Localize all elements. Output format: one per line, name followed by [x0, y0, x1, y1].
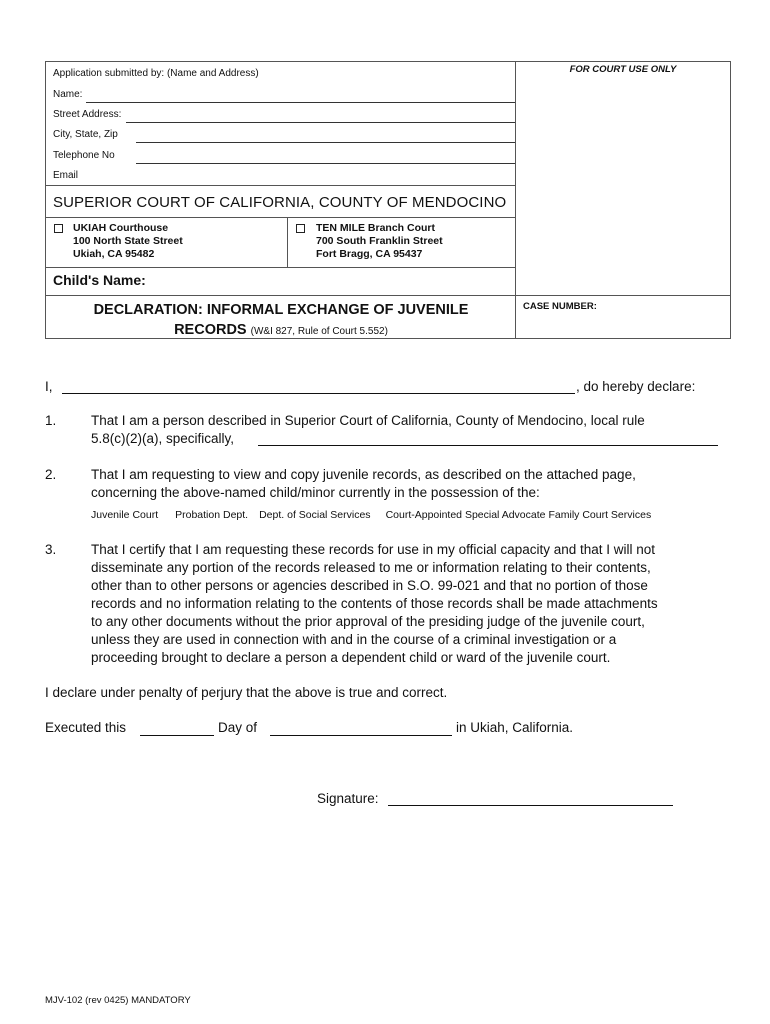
item3-line: proceeding brought to declare a person a dependent child or ward of the juvenile court. — [91, 650, 611, 665]
item3-line: That I certify that I am requesting these records for use in my official capacity and that I will not — [91, 542, 656, 557]
court-use-label: FOR COURT USE ONLY — [569, 64, 677, 75]
divider — [46, 267, 516, 268]
item1-number: 1. — [45, 413, 57, 428]
executed-suffix: in Ukiah, California. — [456, 720, 574, 735]
executed-prefix: Executed this — [45, 720, 127, 735]
agency-juvenile-court[interactable]: Juvenile Court — [91, 509, 159, 521]
item3-text — [91, 541, 751, 667]
ten-mile-court-city: Fort Bragg, CA 95437 — [316, 248, 423, 260]
email-label: Email — [53, 170, 79, 181]
item3-line: unless they are used in connection with and in the course of a criminal investigation or a — [91, 632, 617, 647]
item2-number: 2. — [45, 467, 57, 482]
item3-line: to any other documents without the prior approval of the presiding judge of the juvenile court, — [91, 614, 645, 629]
header-box — [45, 61, 731, 339]
executed-month-input-line[interactable] — [270, 735, 452, 736]
agency-list — [91, 509, 651, 521]
ukiah-courthouse — [73, 222, 183, 261]
item3-number: 3. — [45, 542, 57, 557]
agency-probation[interactable]: Probation Dept. — [175, 509, 249, 521]
divider — [46, 217, 516, 218]
declaration-title-line2 — [46, 320, 516, 342]
case-number-divider — [515, 295, 731, 296]
agency-family-court[interactable]: Family Court Services — [548, 509, 652, 521]
declaration-title-records: RECORDS — [174, 322, 247, 338]
declaration-title-reference: (W&I 827, Rule of Court 5.552) — [250, 326, 388, 337]
item2-line1: That I am requesting to view and copy juvenile records, as described on the attached page, — [91, 467, 636, 482]
declarant-name-input-line[interactable] — [62, 393, 575, 394]
penalty-statement: I declare under penalty of perjury that the above is true and correct. — [45, 685, 448, 700]
telephone-label: Telephone No — [53, 150, 115, 161]
applicant-label: Application submitted by: (Name and Address) — [53, 68, 259, 79]
intro-suffix: , do hereby declare: — [576, 379, 696, 394]
ten-mile-court-street: 700 South Franklin Street — [316, 235, 443, 247]
ten-mile-court-name: TEN MILE Branch Court — [316, 222, 436, 234]
item2-line2: concerning the above-named child/minor currently in the possession of the: — [91, 485, 540, 500]
ten-mile-checkbox[interactable] — [296, 224, 305, 233]
street-address-label: Street Address: — [53, 109, 122, 120]
item1-line2: 5.8(c)(2)(a), specifically, — [91, 431, 235, 446]
item1-line1: That I am a person described in Superior Court of California, County of Mendocino, local rule — [91, 413, 645, 428]
declaration-title — [46, 300, 516, 342]
ukiah-checkbox[interactable] — [54, 224, 63, 233]
street-address-input-line[interactable] — [126, 122, 515, 123]
applicant-column — [46, 62, 516, 338]
ukiah-courthouse-name: UKIAH Courthouse — [73, 222, 169, 234]
executed-mid: Day of — [218, 720, 258, 735]
name-input-line[interactable] — [86, 102, 515, 103]
item3-line: other than to other persons or agencies described in S.O. 99-021 and that no portion of those — [91, 578, 648, 593]
telephone-input-line[interactable] — [136, 163, 515, 164]
agency-social-services[interactable]: Dept. of Social Services — [259, 509, 371, 521]
divider — [46, 295, 516, 296]
childs-name-label: Child's Name: — [53, 272, 146, 288]
divider — [46, 185, 516, 186]
ukiah-courthouse-street: 100 North State Street — [73, 235, 183, 247]
courthouse-divider — [287, 217, 288, 267]
item3-line: records and no information relating to the contents of those records shall be made attachments — [91, 596, 658, 611]
court-name: SUPERIOR COURT OF CALIFORNIA, COUNTY OF MENDOCINO — [53, 194, 507, 211]
case-number-label: CASE NUMBER: — [523, 301, 597, 312]
city-state-zip-label: City, State, Zip — [53, 129, 118, 140]
name-label: Name: — [53, 89, 83, 100]
declaration-title-line1: DECLARATION: INFORMAL EXCHANGE OF JUVENILE — [93, 302, 469, 318]
signature-input-line[interactable] — [388, 805, 673, 806]
city-state-zip-input-line[interactable] — [136, 142, 515, 143]
ukiah-courthouse-city: Ukiah, CA 95482 — [73, 248, 155, 260]
intro-prefix: I, — [45, 379, 53, 394]
ten-mile-courthouse — [316, 222, 443, 261]
signature-label: Signature: — [317, 791, 379, 806]
item3-line: disseminate any portion of the records released to me or information relating to their contents, — [91, 560, 651, 575]
agency-casa[interactable]: Court-Appointed Special Advocate — [385, 509, 546, 521]
form-id: MJV-102 (rev 0425) MANDATORY — [45, 995, 191, 1006]
specifically-input-line[interactable] — [258, 445, 718, 446]
executed-day-input-line[interactable] — [140, 735, 214, 736]
